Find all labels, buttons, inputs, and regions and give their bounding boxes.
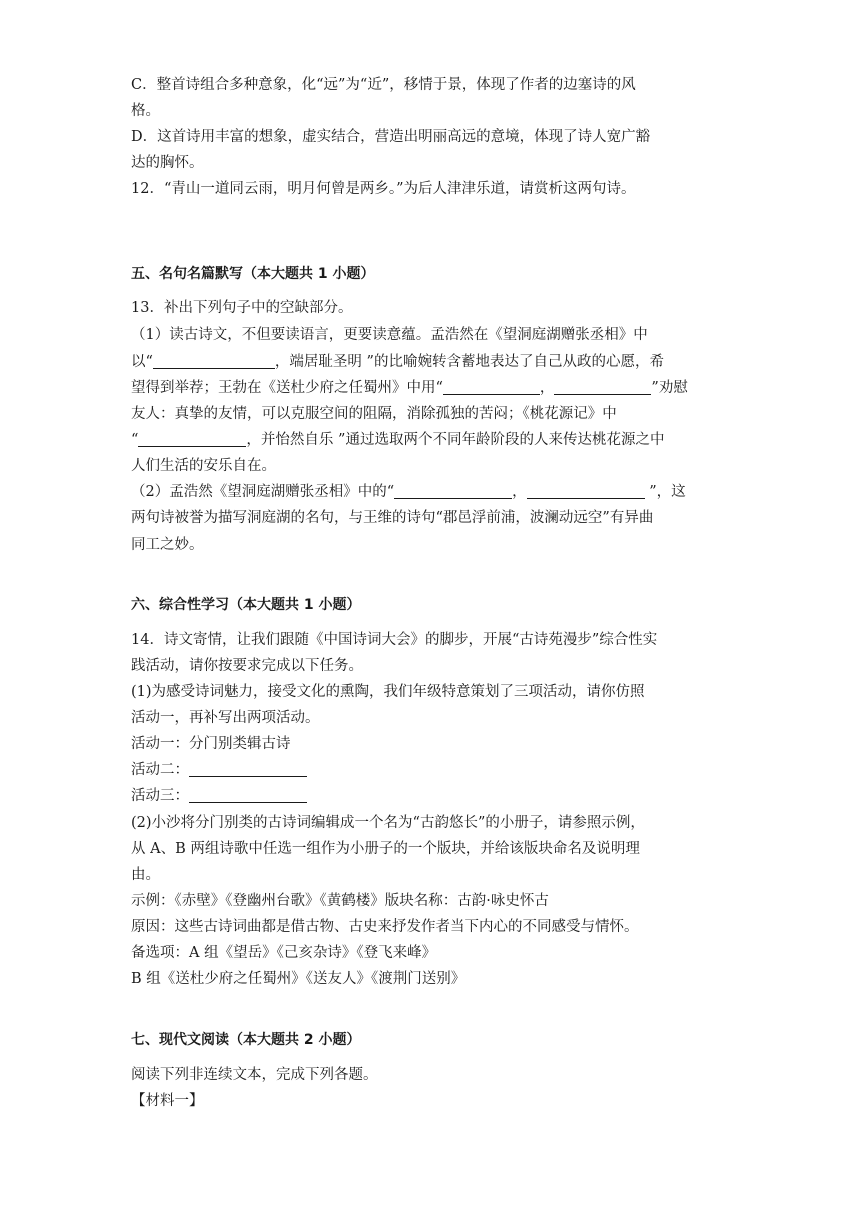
answer-blank[interactable] [443, 379, 540, 395]
option-c-line1: C．整首诗组合多种意象，化“远”为“近”，移情于景，体现了作者的边塞诗的风 [131, 77, 636, 93]
q13-part2-line2: 两句诗被誉为描写洞庭湖的名句，与王维的诗句“郡邑浮前浦，波澜动远空”有异曲 [131, 510, 654, 526]
option-a-group: 备选项：A 组《望岳》《己亥杂诗》《登飞来峰》 [131, 945, 437, 961]
activity-2: 活动二： [131, 760, 731, 780]
activity-1: 活动一：分门别类辑古诗 [131, 736, 291, 752]
material-1-label: 【材料一】 [131, 1093, 204, 1109]
answer-blank[interactable] [527, 483, 645, 499]
q13-part2-line3: 同工之妙。 [131, 537, 204, 553]
reason-line: 原因：这些古诗词曲都是借古物、古史来抒发作者当下内心的不同感受与情怀。 [131, 919, 639, 935]
option-d-line1: D．这首诗用丰富的想象，虚实结合，营造出明丽高远的意境，体现了诗人宽广豁 [131, 129, 651, 145]
question-14-line7: 由。 [131, 867, 160, 883]
activity-3: 活动三： [131, 786, 731, 806]
section-6-heading: 六、综合性学习（本大题共 1 小题） [131, 597, 361, 613]
question-14-line4: 活动一，再补写出两项活动。 [131, 710, 320, 726]
question-14-line5: (2)小沙将分门别类的古诗词编辑成一个名为“古韵悠长”的小册子，请参照示例， [131, 815, 645, 831]
q13-part1-line6: 人们生活的安乐自在。 [131, 458, 276, 474]
answer-blank[interactable] [153, 353, 275, 369]
option-c-line2: 格。 [131, 103, 160, 119]
question-14-line2: 践活动，请你按要求完成以下任务。 [131, 658, 363, 674]
answer-blank[interactable] [554, 379, 651, 395]
question-12: 12．“青山一道同云雨，明月何曾是两乡。”为后人津津乐道，请赏析这两句诗。 [131, 181, 636, 197]
section-5-heading: 五、名句名篇默写（本大题共 1 小题） [131, 266, 375, 282]
answer-blank[interactable] [189, 787, 307, 803]
option-b-group: B 组《送杜少府之任蜀州》《送友人》《渡荆门送别》 [131, 971, 466, 987]
q13-part2-line1: （2）孟浩然《望洞庭湖赠张丞相》中的“ ， ”，这 [131, 484, 686, 500]
q13-part1-line1: （1）读古诗文，不但要读语言，更要读意蕴。孟浩然在《望洞庭湖赠张丞相》中 [131, 327, 648, 343]
question-13-stem: 13．补出下列句子中的空缺部分。 [131, 300, 353, 316]
question-15-intro: 阅读下列非连续文本，完成下列各题。 [131, 1067, 378, 1083]
q13-part1-line3: 望得到举荐；王勃在《送杜少府之任蜀州》中用“ ， ”劝慰 [131, 380, 688, 396]
q13-part1-line5: “ ，并怡然自乐 ”通过选取两个不同年龄阶段的人来传达桃花源之中 [131, 432, 665, 448]
q13-part1-line4: 友人：真挚的友情，可以克服空间的阻隔，消除孤独的苦闷；《桃花源记》中 [131, 406, 617, 422]
question-14-line3: (1)为感受诗词魅力，接受文化的熏陶，我们年级特意策划了三项活动，请你仿照 [131, 684, 645, 700]
answer-blank[interactable] [189, 761, 307, 777]
example-line: 示例：《赤壁》《登幽州台歌》《黄鹤楼》版块名称：古韵·咏史怀古 [131, 893, 549, 909]
option-d-line2: 达的胸怀。 [131, 155, 204, 171]
question-14-line6: 从 A、B 两组诗歌中任选一组作为小册子的一个版块，并给该版块命名及说明理 [131, 841, 640, 857]
answer-blank[interactable] [394, 483, 512, 499]
section-7-heading: 七、现代文阅读（本大题共 2 小题） [131, 1032, 361, 1048]
q13-part1-line2: 以“ ，端居耻圣明 ”的比喻婉转含蓄地表达了自己从政的心愿，希 [131, 354, 664, 370]
question-14-line1: 14．诗文寄情，让我们跟随《中国诗词大会》的脚步，开展“古诗苑漫步”综合性实 [131, 632, 658, 648]
answer-blank[interactable] [138, 431, 246, 447]
